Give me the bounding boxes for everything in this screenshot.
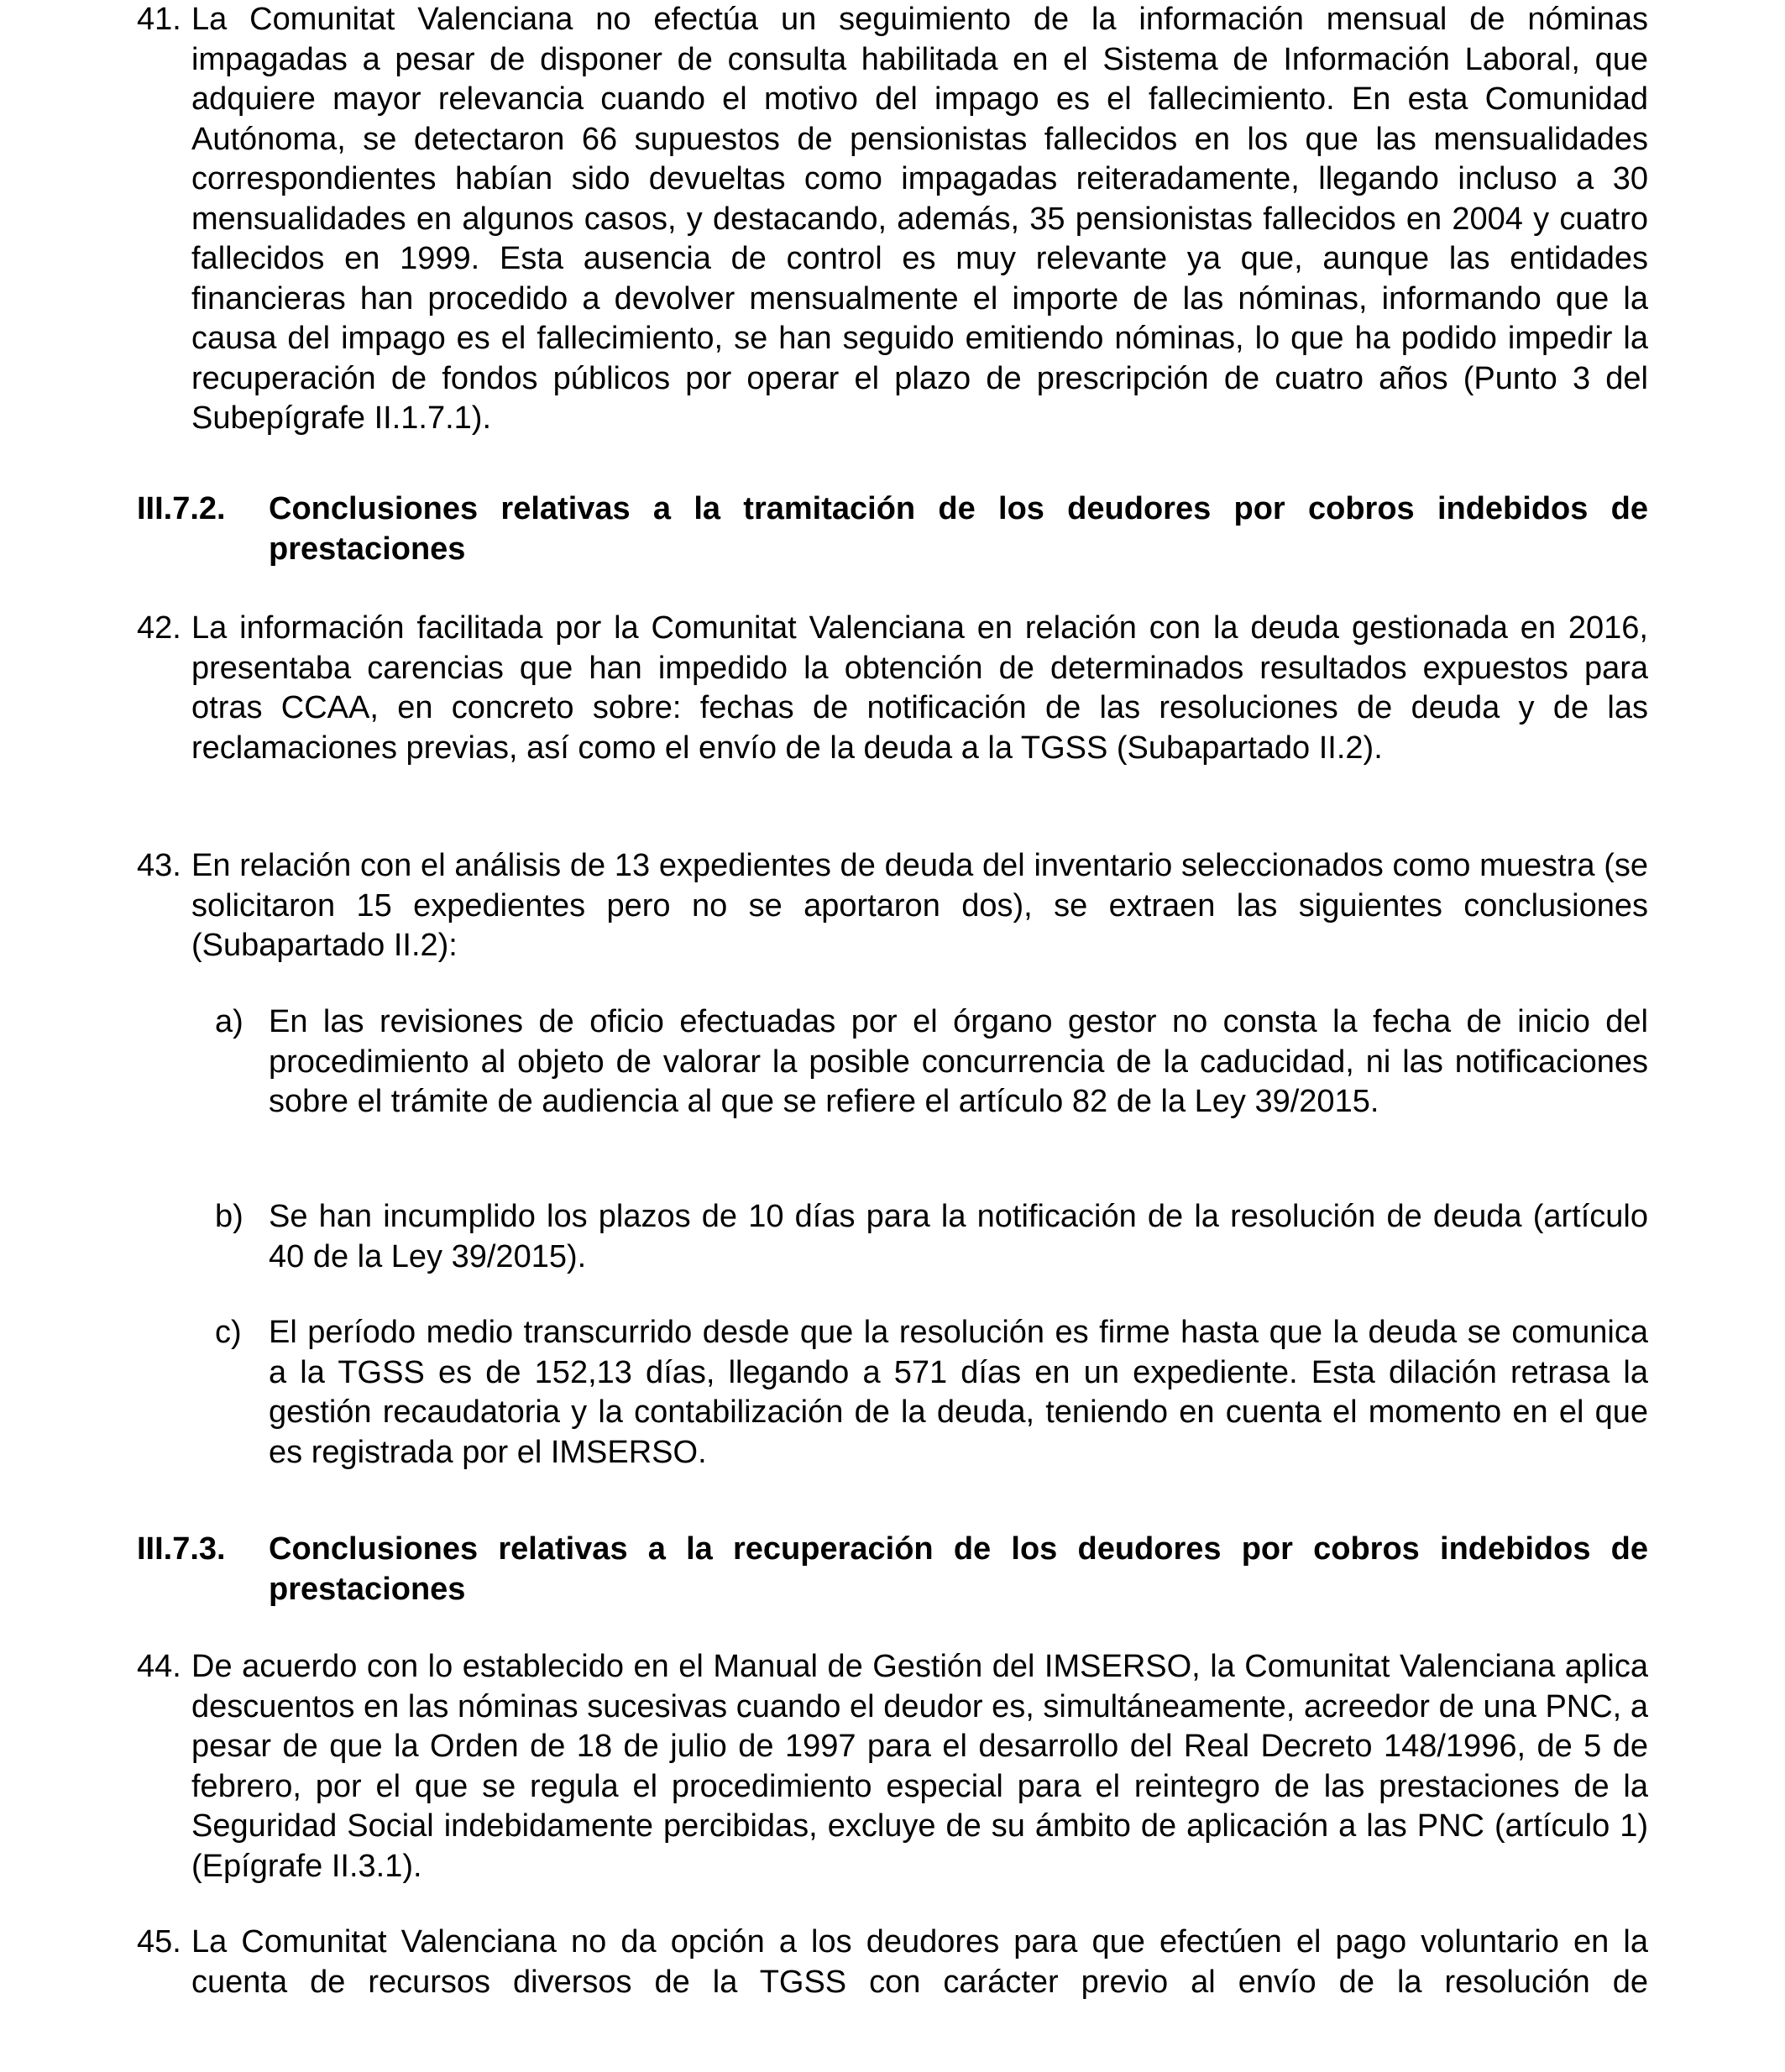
section-number: III.7.3. [137, 1531, 226, 1567]
paragraph-number: 44. [137, 1649, 181, 1684]
paragraph-text: La Comunitat Valenciana no efectúa un seguimiento de la información mensual de nóminas impagadas a pesar de disponer de consulta habilitada en el Sistema de Información Laboral, que adquiere mayor relevancia cuando el motivo del impago es el fallecimiento. En esta Comunidad Autónoma, se detectaron 66 supuestos de pensionistas fallecidos en los que las mensualidades correspondientes habían sido devueltas como impagadas reiteradamente, llegando incluso a 30 mensualidades en algunos casos, y destacando, además, 35 pensionistas fallecidos en 2004 y cuatro fallecidos en 1999. Esta ausencia de control es muy relevante ya que, aunque las entidades financieras han procedido a devolver mensualmente el importe de las nóminas, informando que la causa del impago es el fallecimiento, se han seguido emitiendo nóminas, lo que ha podido impedir la recuperación de fondos públicos por operar el plazo de prescripción de cuatro años (Punto 3 del Subepígrafe II.1.7.1). [191, 2, 1648, 436]
paragraph-number: 43. [137, 848, 181, 883]
list-item-letter: b) [215, 1199, 243, 1234]
paragraph-number: 41. [137, 2, 181, 37]
list-item-text: Se han incumplido los plazos de 10 días para la notificación de la resolución de deuda (artículo 40 de la Ley 39/2015). [269, 1199, 1648, 1274]
section-number: III.7.2. [137, 491, 226, 526]
list-item-letter: a) [215, 1004, 243, 1039]
paragraph-number: 42. [137, 610, 181, 646]
paragraph-text: La información facilitada por la Comunitat Valenciana en relación con la deuda gestionada en 2016, presentaba carencias que han impedido la obtención de determinados resultados expuestos para otras CCAA, en concreto sobre: fechas de notificación de las resoluciones de deuda y de las reclamaciones previas, así como el envío de la deuda a la TGSS (Subapartado II.2). [191, 610, 1648, 766]
list-item-letter: c) [215, 1315, 242, 1350]
section-title: Conclusiones relativas a la tramitación de los deudores por cobros indebidos de prestaciones [269, 491, 1648, 567]
paragraph-text: De acuerdo con lo establecido en el Manual de Gestión del IMSERSO, la Comunitat Valenciana aplica descuentos en las nóminas sucesivas cuando el deudor es, simultáneamente, acreedor de una PNC, a pesar de que la Orden de 18 de julio de 1997 para el desarrollo del Real Decreto 148/1996, de 5 de febrero, por el que se regula el procedimiento especial para el reintegro de las prestaciones de la Seguridad Social indebidamente percibidas, excluye de su ámbito de aplicación a las PNC (artículo 1) (Epígrafe II.3.1). [191, 1649, 1648, 1884]
list-item-text: El período medio transcurrido desde que la resolución es firme hasta que la deuda se comunica a la TGSS es de 152,13 días, llegando a 571 días en un expediente. Esta dilación retrasa la gestión recaudatoria y la contabilización de la deuda, teniendo en cuenta el momento en el que es registrada por el IMSERSO. [269, 1315, 1648, 1470]
section-title: Conclusiones relativas a la recuperación de los deudores por cobros indebidos de prestaciones [269, 1531, 1648, 1607]
paragraph-text: La Comunitat Valenciana no da opción a los deudores para que efectúen el pago voluntario en la cuenta de recursos diversos de la TGSS con carácter previo al envío de la resolución de [191, 1924, 1648, 2000]
list-item-text: En las revisiones de oficio efectuadas por el órgano gestor no consta la fecha de inicio del procedimiento al objeto de valorar la posible concurrencia de la caducidad, ni las notificaciones sobre el trámite de audiencia al que se refiere el artículo 82 de la Ley 39/2015. [269, 1004, 1648, 1119]
paragraph-text: En relación con el análisis de 13 expedientes de deuda del inventario seleccionados como muestra (se solicitaron 15 expedientes pero no se aportaron dos), se extraen las siguientes conclusiones (Subapartado II.2): [191, 848, 1648, 963]
paragraph-number: 45. [137, 1924, 181, 1960]
